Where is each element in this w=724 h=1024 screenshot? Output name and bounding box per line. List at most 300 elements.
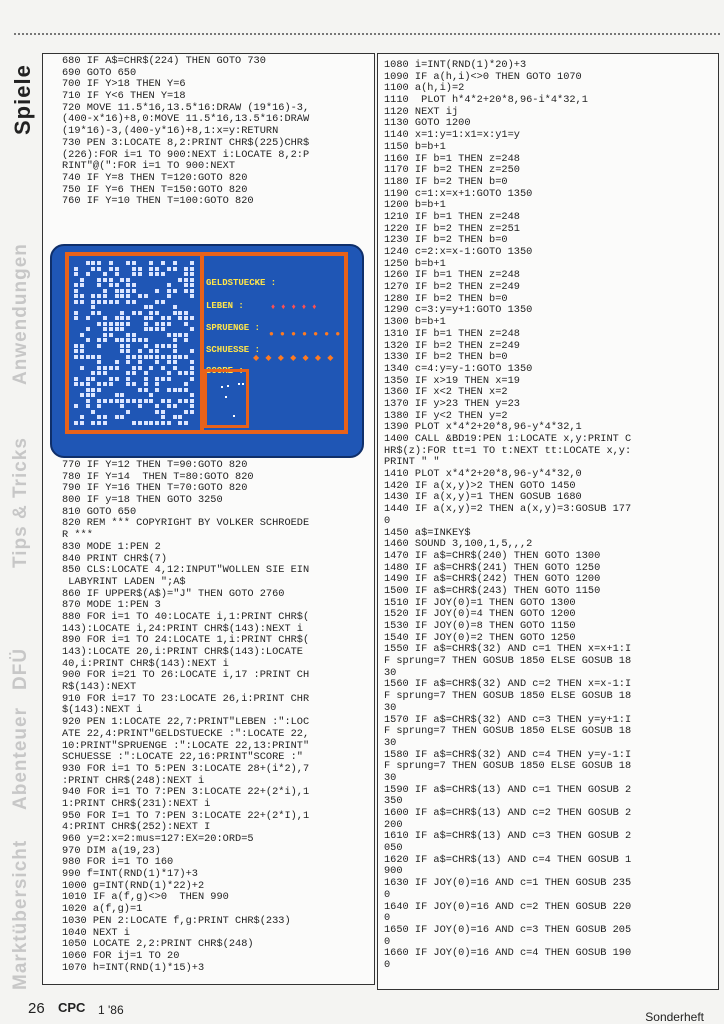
maze-block — [173, 305, 177, 309]
maze-block — [80, 294, 84, 298]
maze-block — [184, 371, 188, 375]
hud-jumps-label: SPRUENGE : — [206, 323, 261, 333]
code-line: 0 — [384, 958, 391, 971]
code-line: 1000 g=INT(RND(1)*22)+2 — [62, 879, 205, 892]
maze-block — [190, 371, 194, 375]
maze-block — [91, 393, 95, 397]
code-line: 1120 NEXT ij — [384, 105, 459, 118]
maze-block — [144, 388, 148, 392]
maze-block — [103, 333, 107, 337]
maze-block — [91, 261, 95, 265]
maze-block — [103, 338, 107, 342]
maze-block — [190, 278, 194, 282]
code-line: 1130 GOTO 1200 — [384, 117, 471, 130]
maze-block — [161, 261, 165, 265]
maze-block — [167, 388, 171, 392]
maze-block — [86, 327, 90, 331]
maze-block — [155, 421, 159, 425]
code-line: 1070 h=INT(RND(1)*15)+3 — [62, 961, 205, 974]
maze-block — [155, 410, 159, 414]
code-line: 1050 LOCATE 2,2:PRINT CHR$(248) — [62, 938, 254, 951]
maze-block — [155, 377, 159, 381]
maze-block — [173, 404, 177, 408]
code-line: 1090 IF a(h,i)<>0 THEN GOTO 1070 — [384, 70, 582, 83]
maze-block — [115, 360, 119, 364]
code-line: 40,i:PRINT CHR$(143):NEXT i — [62, 657, 229, 670]
maze-block — [173, 360, 177, 364]
maze-block — [74, 283, 78, 287]
maze-block — [115, 272, 119, 276]
maze-block — [161, 410, 165, 414]
maze-block — [97, 294, 101, 298]
maze-block — [138, 349, 142, 353]
score-dot — [227, 385, 229, 387]
code-line: 1490 IF a$=CHR$(242) THEN GOTO 1200 — [384, 573, 601, 586]
page-number: 26 — [28, 1000, 45, 1017]
maze-block — [155, 267, 159, 271]
maze-block — [74, 316, 78, 320]
code-line: 1240 c=2:x=x-1:GOTO 1350 — [384, 246, 533, 258]
maze-block — [161, 322, 165, 326]
maze-block — [144, 294, 148, 298]
maze-block — [173, 366, 177, 370]
maze-block — [126, 371, 130, 375]
maze-block — [138, 404, 142, 408]
maze-block — [86, 261, 90, 265]
maze-block — [126, 261, 130, 265]
maze-block — [190, 272, 194, 276]
maze-block — [97, 415, 101, 419]
maze-block — [97, 278, 101, 282]
score-dot — [238, 383, 240, 385]
maze-block — [190, 377, 194, 381]
code-line: 990 f=INT(RND(1)*17)+3 — [62, 868, 198, 881]
maze-block — [120, 327, 124, 331]
code-line: 1350 IF x>19 THEN x=19 — [384, 374, 520, 387]
code-line: 1080 i=INT(RND(1)*20)+3 — [384, 59, 527, 71]
maze-block — [91, 388, 95, 392]
code-line: SCHUESSE :":LOCATE 22,16:PRINT"SCORE :" — [62, 751, 303, 764]
maze-block — [167, 289, 171, 293]
maze-block — [86, 377, 90, 381]
maze-block — [120, 399, 124, 403]
code-line: 1060 FOR ij=1 TO 20 — [62, 949, 180, 962]
maze-block — [103, 371, 107, 375]
code-line: 1390 PLOT x*4*2+20*8,96-y*4*32,1 — [384, 421, 582, 434]
code-line: 1560 IF a$=CHR$(32) AND c=2 THEN x=x-1:I — [384, 678, 632, 691]
maze-block — [184, 333, 188, 337]
maze-block — [109, 333, 113, 337]
maze-block — [167, 404, 171, 408]
maze-block — [178, 371, 182, 375]
maze-block — [74, 382, 78, 386]
hud-score-label: SCORE : — [206, 366, 244, 376]
hud-lives-marks: ♦ ♦ ♦ ♦ ♦ — [271, 302, 319, 311]
maze-block — [190, 404, 194, 408]
maze-block — [74, 311, 78, 315]
maze-block — [97, 388, 101, 392]
code-line: 1040 NEXT i — [62, 926, 130, 939]
maze-block — [91, 311, 95, 315]
maze-block — [144, 377, 148, 381]
maze-block — [103, 289, 107, 293]
maze-block — [103, 327, 107, 331]
labyrinth-maze — [74, 261, 197, 427]
maze-block — [103, 322, 107, 326]
maze-block — [97, 338, 101, 342]
code-line: 910 FOR i=17 TO 23:LOCATE 26,i:PRINT CHR — [62, 692, 310, 705]
maze-block — [97, 399, 101, 403]
maze-block — [109, 261, 113, 265]
maze-block — [97, 261, 101, 265]
maze-block — [161, 272, 165, 276]
maze-block — [120, 393, 124, 397]
maze-block — [173, 311, 177, 315]
maze-block — [115, 399, 119, 403]
maze-block — [97, 300, 101, 304]
maze-block — [103, 278, 107, 282]
maze-block — [173, 415, 177, 419]
maze-block — [178, 421, 182, 425]
maze-block — [91, 300, 95, 304]
maze-block — [138, 421, 142, 425]
maze-block — [126, 410, 130, 414]
maze-block — [115, 366, 119, 370]
sidebar-section-0: Marktübersicht — [10, 839, 31, 990]
maze-block — [184, 267, 188, 271]
maze-block — [103, 272, 107, 276]
maze-block — [190, 267, 194, 271]
code-line: 1030 PEN 2:LOCATE f,g:PRINT CHR$(233) — [62, 914, 291, 927]
maze-block — [155, 322, 159, 326]
code-line: (19*16)-3,(400-y*16)+8,1:x=y:RETURN — [62, 125, 279, 138]
maze-block — [155, 300, 159, 304]
maze-block — [126, 355, 130, 359]
maze-block — [167, 316, 171, 320]
code-line: 940 FOR i=1 TO 7:PEN 3:LOCATE 22+(2*i),1 — [62, 786, 310, 799]
code-line: 1290 c=3:y=y+1:GOTO 1350 — [384, 304, 533, 317]
maze-block — [97, 283, 101, 287]
code-line: 1:PRINT CHR$(231):NEXT i — [62, 797, 211, 810]
maze-block — [97, 322, 101, 326]
code-line: 30 — [384, 771, 397, 784]
maze-block — [173, 261, 177, 265]
maze-block — [161, 327, 165, 331]
maze-block — [161, 316, 165, 320]
maze-block — [80, 366, 84, 370]
code-line: 1330 IF b=2 THEN b=0 — [384, 351, 508, 364]
maze-block — [132, 338, 136, 342]
maze-block — [184, 338, 188, 342]
maze-block — [190, 261, 194, 265]
maze-block — [167, 294, 171, 298]
maze-block — [109, 300, 113, 304]
maze-block — [115, 327, 119, 331]
maze-block — [91, 410, 95, 414]
code-line: 1100 a(h,i)=2 — [384, 82, 465, 95]
code-line: RINT"@(":FOR i=1 TO 900:NEXT — [62, 160, 236, 173]
maze-block — [132, 261, 136, 265]
maze-block — [115, 267, 119, 271]
code-line: 1300 b=b+1 — [384, 316, 446, 329]
maze-block — [149, 272, 153, 276]
maze-block — [161, 300, 165, 304]
code-line: 1470 IF a$=CHR$(240) THEN GOTO 1300 — [384, 549, 601, 562]
code-line: 1140 x=1:y=1:x1=x:y1=y — [384, 129, 520, 142]
maze-block — [155, 344, 159, 348]
maze-block — [74, 294, 78, 298]
maze-block — [80, 415, 84, 419]
code-line: 1420 IF a(x,y)>2 THEN GOTO 1450 — [384, 479, 576, 492]
maze-block — [132, 272, 136, 276]
maze-block — [126, 278, 130, 282]
maze-block — [173, 338, 177, 342]
issue-label: 1 '86 — [98, 1003, 124, 1017]
maze-block — [149, 366, 153, 370]
maze-block — [109, 382, 113, 386]
maze-block — [184, 382, 188, 386]
code-line: 790 IF Y=16 THEN T=70:GOTO 820 — [62, 482, 248, 495]
maze-block — [167, 267, 171, 271]
code-line: 870 MODE 1:PEN 3 — [62, 599, 161, 612]
maze-block — [190, 366, 194, 370]
code-line: 730 PEN 3:LOCATE 8,2:PRINT CHR$(225)CHR$ — [62, 136, 310, 149]
maze-block — [138, 311, 142, 315]
maze-block — [149, 349, 153, 353]
maze-block — [190, 393, 194, 397]
maze-block — [149, 399, 153, 403]
maze-block — [132, 289, 136, 293]
code-line: 1520 IF JOY(0)=4 THEN GOTO 1200 — [384, 608, 576, 621]
code-line: 1540 IF JOY(0)=2 THEN GOTO 1250 — [384, 631, 576, 644]
maze-block — [149, 355, 153, 359]
maze-block — [161, 415, 165, 419]
code-line: 1480 IF a$=CHR$(241) THEN GOTO 1250 — [384, 561, 601, 574]
code-line: HR$(z):FOR tt=1 TO t:NEXT tt:LOCATE x,y: — [384, 444, 632, 457]
maze-block — [149, 327, 153, 331]
maze-block — [97, 355, 101, 359]
maze-block — [120, 404, 124, 408]
code-line: 1270 IF b=2 THEN z=249 — [384, 281, 520, 294]
maze-block — [91, 421, 95, 425]
score-dot — [225, 396, 227, 398]
maze-block — [144, 316, 148, 320]
maze-block — [161, 399, 165, 403]
maze-block — [109, 267, 113, 271]
maze-block — [74, 421, 78, 425]
maze-block — [167, 322, 171, 326]
hud-shots-label: SCHUESSE : — [206, 345, 261, 355]
maze-block — [184, 410, 188, 414]
maze-block — [155, 349, 159, 353]
maze-block — [120, 344, 124, 348]
maze-block — [173, 355, 177, 359]
maze-block — [91, 355, 95, 359]
code-line: 1620 IF a$=CHR$(13) AND c=4 THEN GOSUB 1 — [384, 853, 632, 866]
hud-lives-label: LEBEN : — [206, 301, 244, 311]
maze-block — [190, 316, 194, 320]
code-line: 1410 PLOT x*4*2+20*8,96-y*4*32,0 — [384, 468, 582, 481]
code-line: 800 IF y=18 THEN GOTO 3250 — [62, 494, 223, 507]
maze-block — [126, 399, 130, 403]
code-line: ATE 22,4:PRINT"GELDSTUECKE :":LOCATE 22, — [62, 727, 310, 740]
code-line: (400-x*16)+8,0:MOVE 11.5*16,13.5*16:DRAW — [62, 113, 310, 126]
maze-block — [178, 278, 182, 282]
maze-block — [144, 355, 148, 359]
maze-block — [184, 283, 188, 287]
maze-block — [80, 278, 84, 282]
maze-block — [97, 360, 101, 364]
maze-block — [184, 322, 188, 326]
maze-block — [115, 415, 119, 419]
code-line: 750 IF Y=6 THEN T=150:GOTO 820 — [62, 183, 248, 196]
maze-block — [120, 415, 124, 419]
code-line: 860 IF UPPER$(A$)="J" THEN GOTO 2760 — [62, 587, 285, 600]
maze-block — [184, 316, 188, 320]
maze-block — [91, 371, 95, 375]
maze-block — [161, 366, 165, 370]
score-dot — [233, 415, 235, 417]
maze-block — [91, 294, 95, 298]
code-line: 1600 IF a$=CHR$(13) AND c=2 THEN GOSUB 2 — [384, 807, 632, 819]
code-line: 920 PEN 1:LOCATE 22,7:PRINT"LEBEN :":LOC — [62, 716, 310, 729]
maze-block — [178, 311, 182, 315]
sidebar-section-5: Spiele — [10, 64, 35, 135]
maze-block — [190, 289, 194, 293]
code-line: 1660 IF JOY(0)=16 AND c=4 THEN GOSUB 190 — [384, 947, 632, 960]
maze-block — [190, 360, 194, 364]
code-line: 890 FOR i=1 TO 24:LOCATE 1,i:PRINT CHR$( — [62, 634, 310, 647]
maze-block — [161, 344, 165, 348]
maze-block — [115, 377, 119, 381]
maze-block — [80, 355, 84, 359]
code-line: F sprung=7 THEN GOSUB 1850 ELSE GOSUB 18 — [384, 760, 632, 773]
maze-block — [161, 355, 165, 359]
code-line: 830 MODE 1:PEN 2 — [62, 540, 161, 553]
maze-block — [126, 382, 130, 386]
code-line: 1190 c=1:x=x+1:GOTO 1350 — [384, 187, 533, 200]
maze-block — [161, 421, 165, 425]
maze-block — [144, 399, 148, 403]
maze-block — [173, 388, 177, 392]
maze-block — [120, 294, 124, 298]
maze-block — [74, 289, 78, 293]
code-line: LABYRINT LADEN ";A$ — [62, 575, 186, 588]
maze-block — [126, 294, 130, 298]
maze-block — [138, 294, 142, 298]
maze-block — [80, 283, 84, 287]
maze-block — [138, 399, 142, 403]
maze-block — [167, 421, 171, 425]
code-line: 0 — [384, 888, 391, 901]
maze-block — [167, 355, 171, 359]
code-line: 1260 IF b=1 THEN z=248 — [384, 269, 520, 282]
code-line: 960 y=2:x=2:mus=127:EX=20:ORD=5 — [62, 833, 254, 845]
maze-block — [167, 360, 171, 364]
maze-block — [97, 371, 101, 375]
maze-block — [86, 355, 90, 359]
code-line: 1450 a$=INKEY$ — [384, 526, 471, 539]
maze-block — [126, 377, 130, 381]
maze-block — [184, 355, 188, 359]
maze-block — [74, 272, 78, 276]
maze-block — [144, 322, 148, 326]
maze-block — [178, 316, 182, 320]
hud-coins-label: GELDSTUECKE : — [206, 278, 277, 288]
sidebar-section-1: Abenteuer — [10, 707, 31, 810]
special-issue-label: Sonderheft — [645, 1010, 704, 1024]
code-line: 840 PRINT CHR$(7) — [62, 552, 168, 565]
maze-block — [115, 289, 119, 293]
code-line: 143):LOCATE i,24:PRINT CHR$(143):NEXT i — [62, 622, 303, 635]
maze-block — [97, 404, 101, 408]
maze-block — [144, 338, 148, 342]
maze-block — [97, 382, 101, 386]
maze-block — [161, 377, 165, 381]
maze-block — [132, 399, 136, 403]
score-box — [204, 369, 249, 428]
code-line: 820 REM *** COPYRIGHT BY VOLKER SCHROEDE — [62, 517, 310, 530]
maze-block — [149, 311, 153, 315]
code-line: 1590 IF a$=CHR$(13) AND c=1 THEN GOSUB 2 — [384, 783, 632, 796]
code-line: 1440 IF a(x,y)=2 THEN a(x,y)=3:GOSUB 177 — [384, 503, 632, 516]
section-sidebar — [0, 40, 40, 995]
maze-block — [138, 267, 142, 271]
code-line: 1160 IF b=1 THEN z=248 — [384, 152, 520, 165]
hud-jumps-marks: ● ● ● ● ● ● ● — [269, 329, 343, 338]
maze-block — [80, 333, 84, 337]
maze-block — [144, 382, 148, 386]
maze-block — [97, 344, 101, 348]
maze-block — [149, 267, 153, 271]
maze-block — [126, 333, 130, 337]
code-line: 0 — [384, 935, 391, 948]
maze-block — [115, 393, 119, 397]
maze-block — [126, 289, 130, 293]
maze-block — [97, 366, 101, 370]
maze-block — [115, 283, 119, 287]
code-line: R$(143):NEXT — [62, 681, 137, 694]
code-line: 760 IF Y=10 THEN T=100:GOTO 820 — [62, 195, 254, 208]
maze-block — [149, 393, 153, 397]
maze-block — [184, 421, 188, 425]
maze-block — [120, 278, 124, 282]
maze-block — [132, 333, 136, 337]
maze-block — [126, 344, 130, 348]
score-dot — [221, 386, 223, 388]
maze-block — [91, 377, 95, 381]
maze-block — [120, 322, 124, 326]
maze-block — [74, 355, 78, 359]
maze-block — [138, 388, 142, 392]
maze-block — [155, 311, 159, 315]
maze-block — [184, 311, 188, 315]
code-line: 970 DIM a(19,23) — [62, 844, 161, 857]
maze-block — [74, 377, 78, 381]
maze-block — [138, 355, 142, 359]
maze-block — [86, 393, 90, 397]
maze-block — [80, 349, 84, 353]
code-line: 1340 c=4:y=y-1:GOTO 1350 — [384, 362, 533, 375]
maze-block — [173, 344, 177, 348]
maze-block — [126, 360, 130, 364]
maze-block — [74, 349, 78, 353]
maze-block — [149, 261, 153, 265]
maze-block — [109, 366, 113, 370]
maze-block — [86, 382, 90, 386]
code-line: 0 — [384, 912, 391, 925]
maze-block — [190, 294, 194, 298]
